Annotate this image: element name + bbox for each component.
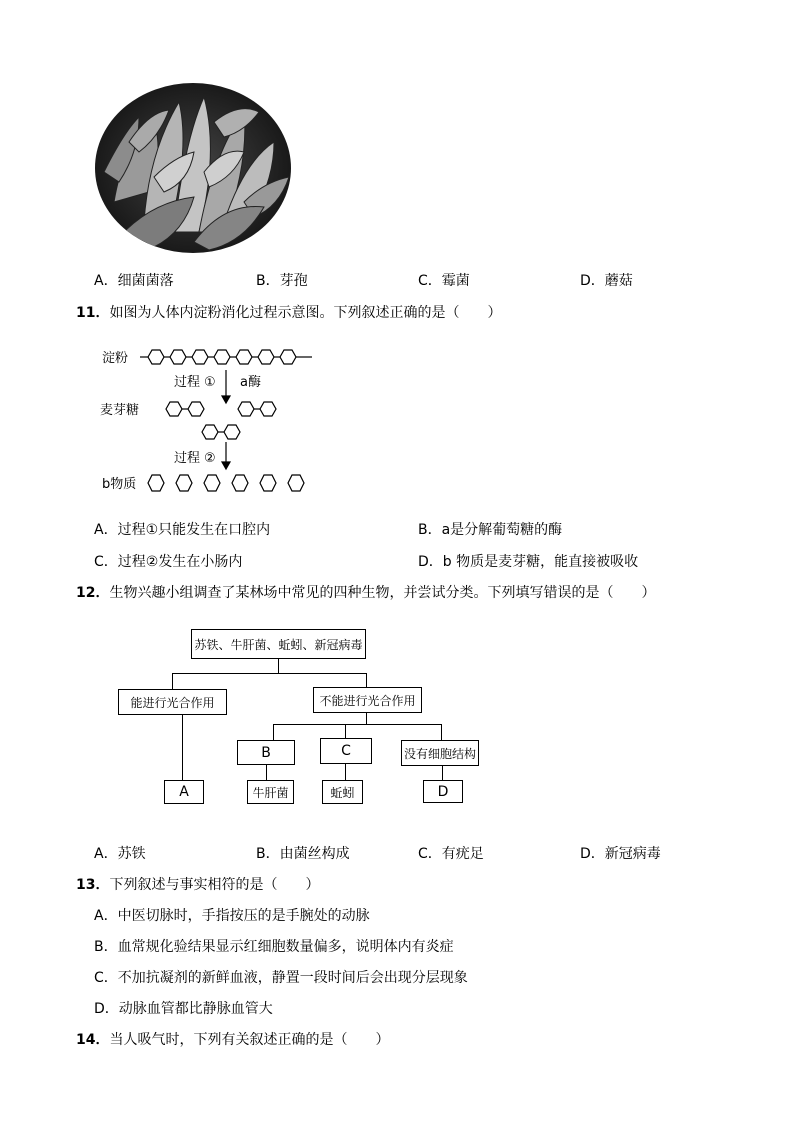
q14-stem (76, 1029, 389, 1049)
process2-label: 过程 (174, 451, 201, 466)
q12-option-b[interactable]: B．由菌丝构成 (256, 846, 350, 862)
process2-circle: ② (204, 451, 216, 466)
b-substance-label: b物质 (102, 477, 137, 492)
q11-stem-text: 如图为人体内淀粉消化过程示意图。下列叙述正确的是（ ） (109, 305, 502, 321)
q11-option-b[interactable]: B．a是分解葡萄糖的酶 (418, 522, 563, 538)
maltose-unit (166, 402, 182, 416)
starch-glucose-unit (148, 350, 164, 364)
tree-a-box: A (164, 780, 204, 804)
maltose-label: 麦芽糖 (100, 403, 140, 418)
tree-c-box: C (320, 738, 372, 764)
enzyme-label: a酶 (240, 375, 261, 390)
starch-glucose-unit (258, 350, 274, 364)
q10-option-b[interactable]: B．芽孢 (256, 273, 308, 289)
starch-glucose-unit (236, 350, 252, 364)
b-substance-unit (260, 475, 276, 491)
b-substance-unit (288, 475, 304, 491)
maltose-unit (224, 425, 240, 439)
q10-option-c[interactable]: C．霉菌 (418, 273, 470, 289)
q10-option-a[interactable]: A．细菌菌落 (94, 273, 174, 289)
q11-option-c[interactable]: C．过程②发生在小肠内 (94, 554, 243, 570)
tree-qiuyin-box: 蚯蚓 (322, 780, 363, 804)
maltose-unit (188, 402, 204, 416)
process1-circle: ① (204, 375, 216, 390)
q11-number: 11． (76, 305, 110, 321)
tree-no-photosynthesis-box: 不能进行光合作用 (313, 687, 422, 713)
starch-glucose-unit (280, 350, 296, 364)
q13-option-a[interactable]: A．中医切脉时，手指按压的是手腕处的动脉 (94, 908, 370, 924)
q13-option-d[interactable]: D．动脉血管都比静脉血管大 (94, 1001, 273, 1017)
b-substance-unit (148, 475, 164, 491)
maltose-unit (202, 425, 218, 439)
q10-option-d[interactable]: D．蘑菇 (580, 273, 633, 289)
q11-option-a[interactable]: A．过程①只能发生在口腔内 (94, 522, 271, 538)
starch-digestion-diagram (96, 340, 326, 500)
tree-no-cell-box: 没有细胞结构 (401, 740, 479, 766)
tree-d-box: D (423, 780, 463, 803)
maltose-unit (260, 402, 276, 416)
q12-stem (76, 582, 655, 602)
starch-glucose-unit (192, 350, 208, 364)
q13-stem (76, 874, 319, 894)
b-substance-unit (232, 475, 248, 491)
q13-option-b[interactable]: B．血常规化验结果显示红细胞数量偏多，说明体内有炎症 (94, 939, 454, 955)
q12-stem-text: 生物兴趣小组调查了某林场中常见的四种生物，并尝试分类。下列填写错误的是（ ） (109, 585, 656, 601)
starch-label: 淀粉 (102, 351, 129, 366)
process1-label: 过程 (174, 375, 201, 390)
q13-stem-text: 下列叙述与事实相符的是（ ） (109, 877, 320, 893)
q11-option-d[interactable]: D．b 物质是麦芽糖，能直接被吸收 (418, 554, 639, 570)
q13-option-c[interactable]: C．不加抗凝剂的新鲜血液，静置一段时间后会出现分层现象 (94, 970, 468, 986)
starch-glucose-unit (170, 350, 186, 364)
tree-photosynthesis-box: 能进行光合作用 (118, 689, 227, 715)
maltose-unit (238, 402, 254, 416)
b-substance-unit (176, 475, 192, 491)
tree-niuganjun-box: 牛肝菌 (247, 780, 294, 804)
tree-b-box: B (237, 740, 295, 765)
q11-stem (76, 302, 501, 322)
tree-root-box: 苏铁、牛肝菌、蚯蚓、新冠病毒 (191, 629, 366, 659)
q13-number: 13． (76, 877, 110, 893)
starch-glucose-unit (214, 350, 230, 364)
q14-stem-text: 当人吸气时，下列有关叙述正确的是（ ） (109, 1032, 390, 1048)
q14-number: 14． (76, 1032, 110, 1048)
q12-number: 12． (76, 585, 110, 601)
q12-option-c[interactable]: C．有疣足 (418, 846, 484, 862)
b-substance-unit (204, 475, 220, 491)
fungal-colony-image (94, 82, 292, 254)
q12-option-d[interactable]: D．新冠病毒 (580, 846, 661, 862)
q12-option-a[interactable]: A．苏铁 (94, 846, 146, 862)
